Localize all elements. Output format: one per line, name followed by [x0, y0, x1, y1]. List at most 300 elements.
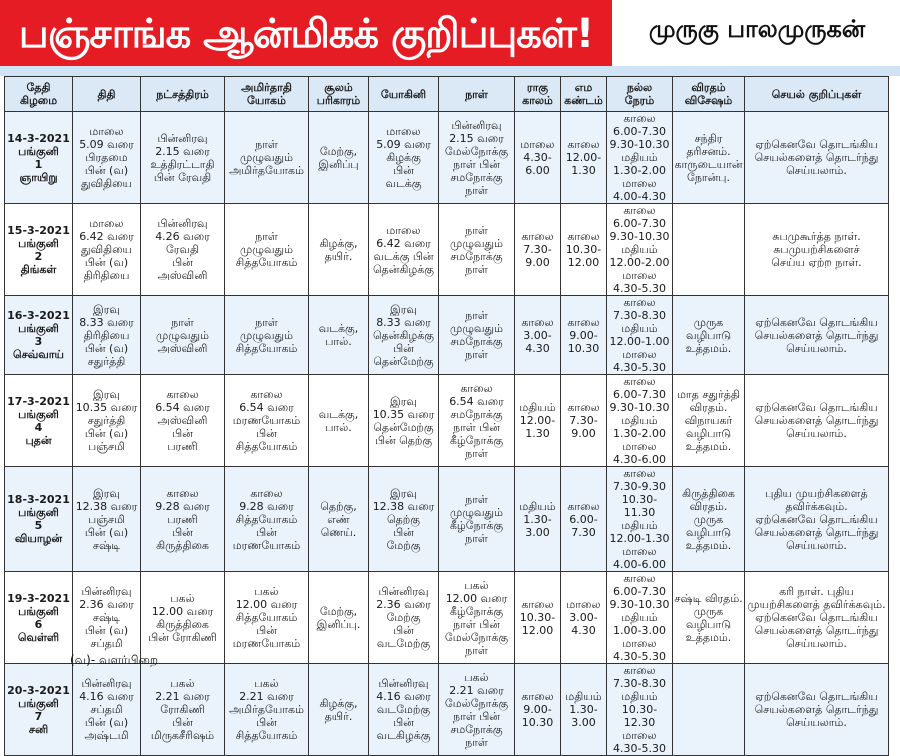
cell-line: சனி [28, 722, 49, 736]
cell-line: மதியம் [621, 151, 658, 164]
cell-line: 1.30-2.00 [613, 427, 666, 440]
table-cell [439, 572, 515, 664]
table-cell [745, 664, 889, 756]
table-cell [439, 664, 515, 756]
cell-line: உத்தமம். [685, 341, 732, 355]
cell-line: பின் [393, 525, 414, 539]
cell-line: மதியம் [621, 322, 658, 335]
cell-line: காலை [567, 315, 600, 329]
table-cell [225, 375, 309, 467]
column-header-line: நட்சத்திரம் [156, 87, 209, 101]
cell-line: செய்யலாம். [786, 716, 847, 729]
cell-line: 4.30- [523, 151, 552, 164]
table-cell [607, 572, 673, 664]
cell-line: உத்திரட்டாதி [150, 157, 215, 171]
column-header-line: திதி [97, 87, 116, 101]
table-cell [607, 296, 673, 375]
cell-line: செயல்களைத் தொடர்ந்து [754, 525, 879, 539]
cell-line: மாலை [566, 598, 601, 611]
cell-line: பின் [172, 256, 193, 269]
column-header-line: காலம் [522, 94, 553, 107]
column-header [607, 77, 673, 112]
cell-line: சந்திர [694, 131, 723, 145]
table-cell [225, 572, 309, 664]
cell-line: 4.26 வரை [155, 230, 210, 243]
author-name: முருகு பாலமுருகன் [648, 14, 866, 43]
table-row [5, 296, 889, 375]
cell-line: நாள் [465, 493, 488, 506]
cell-line: 1.30 [525, 427, 550, 440]
cell-line: மேற்கு [386, 611, 421, 624]
cell-line: பகல் [464, 670, 489, 684]
cell-line: செய்யலாம். [786, 538, 847, 552]
column-header-line: நல்ல [626, 81, 653, 94]
cell-line: காலை [623, 112, 656, 125]
table-cell [439, 467, 515, 572]
cell-line: 9.30-10.30 [609, 230, 670, 243]
cell-line: சித்தயோகம் [235, 256, 298, 269]
cell-line: மேல்நோக்கு [444, 630, 509, 644]
cell-line: இனிப்பு [318, 157, 359, 171]
table-cell [5, 467, 73, 572]
cell-line: 10.30 [567, 341, 600, 355]
cell-line: பின் ரோகிணி [148, 630, 217, 644]
cell-line: நாள் பின் [453, 617, 500, 631]
cell-line: வடக்கு, [318, 407, 359, 421]
table-row [5, 664, 889, 756]
cell-line: ரேவதி [165, 243, 200, 256]
cell-line: மேற்கு, [319, 144, 358, 158]
cell-line: 10.35 வரை [372, 407, 435, 421]
cell-line: 7.30- [569, 414, 598, 427]
cell-line: வழிபாடு [685, 525, 732, 539]
cell-line: நாள் [465, 309, 488, 322]
cell-line: பின் [172, 525, 193, 539]
table-cell [673, 375, 745, 467]
cell-line: 4.30-5.30 [613, 361, 666, 374]
cell-line: மாலை [622, 269, 657, 282]
cell-line: இரவு [390, 486, 417, 500]
cell-line: நாள் பின் [453, 420, 500, 434]
cell-line: பின்னிரவு [378, 585, 429, 598]
table-cell [607, 664, 673, 756]
cell-line: பின் ரேவதி [153, 170, 212, 184]
cell-line: 6.54 வரை [239, 401, 294, 414]
table-cell [73, 572, 141, 664]
cell-line: காலை [623, 296, 656, 309]
cell-line: சஷ்டி [92, 611, 121, 624]
table-cell [309, 204, 369, 296]
table-cell [5, 375, 73, 467]
cell-line: 3 [34, 335, 43, 348]
table-cell [309, 664, 369, 756]
cell-line: பின்னிரவு [81, 585, 132, 598]
table-cell [439, 204, 515, 296]
cell-line: நாள் [255, 138, 278, 151]
cell-line: பகல் [254, 585, 279, 598]
cell-line: ஏற்கெனவே தொடங்கிய [755, 611, 878, 624]
cell-line: 3.00- [569, 611, 598, 624]
cell-line: மேல்நோக்கு [444, 144, 509, 158]
cell-line: மரணயோகம் [232, 538, 301, 552]
cell-line: 6.42 வரை [376, 236, 431, 250]
cell-line: பின் [256, 525, 277, 539]
cell-line: தெற்கு, [320, 499, 357, 513]
cell-line: 12.00-2.00 [609, 256, 670, 269]
cell-line: சித்தயோகம் [235, 611, 298, 624]
cell-line: 14-3-2021 [7, 131, 70, 145]
column-header-line: எம [574, 81, 593, 94]
cell-line: திங்கள் [20, 262, 57, 276]
table-cell [225, 204, 309, 296]
table-cell [745, 296, 889, 375]
cell-line: 4 [34, 420, 43, 434]
cell-line: 6.00-7.30 [613, 388, 666, 401]
cell-line: விரதம். [689, 401, 728, 414]
cell-line: 7.30-8.30 [613, 309, 666, 322]
cell-line: பங்குனி [18, 696, 59, 710]
column-header [561, 77, 607, 112]
cell-line: 2.21 வரை [155, 690, 210, 703]
cell-line: சமநோக்கு [450, 722, 503, 736]
table-cell [225, 296, 309, 375]
cell-line: மாலை [89, 217, 124, 230]
cell-line: காலை [623, 664, 656, 677]
cell-line: கீழ்நோக்கு [449, 519, 504, 532]
cell-line: மாலை [622, 440, 657, 453]
cell-line: முழுவதும் [240, 151, 293, 164]
cell-line: திரிதியை [83, 328, 130, 342]
cell-line: 12.00 [567, 256, 600, 269]
cell-line: இரவு [390, 394, 417, 408]
table-cell [561, 204, 607, 296]
cell-line: தென்கிழக்கு [372, 328, 434, 342]
cell-line: காலை [250, 486, 283, 500]
cell-line: சமநோக்கு [450, 407, 503, 421]
cell-line: நாள் [465, 735, 488, 749]
cell-line: நாள் [255, 315, 278, 329]
cell-line: துவிதியை [81, 243, 132, 256]
cell-line: தெற்கு [387, 512, 420, 526]
cell-line: பஞ்சமி [88, 440, 125, 453]
cell-line: 12.00 வரை [151, 604, 214, 618]
cell-line: 5.09 வரை [376, 138, 431, 151]
cell-line: செயல்களைத் தொடர்ந்து [754, 703, 879, 716]
column-header [369, 77, 439, 112]
table-cell [141, 664, 225, 756]
cell-line: பின் [172, 716, 193, 729]
cell-line: 3.00- [523, 328, 552, 342]
table-cell [607, 375, 673, 467]
cell-line: பங்குனி [18, 604, 59, 618]
cell-line: 9.28 வரை [239, 499, 294, 513]
table-row [5, 375, 889, 467]
cell-line: நாள் [465, 643, 488, 657]
table-cell [5, 296, 73, 375]
cell-line: பின் [393, 164, 414, 177]
page-title: பஞ்சாங்க ஆன்மிகக் குறிப்புகள்! [18, 10, 594, 57]
cell-line: 6.42 வரை [79, 230, 134, 243]
cell-line: கிருத்திகை [156, 617, 209, 631]
cell-line: மாலை [622, 545, 657, 558]
cell-line: வியாழன் [14, 532, 63, 545]
cell-line: சமநோக்கு [450, 249, 503, 263]
cell-line: முருக [693, 512, 724, 526]
table-row [5, 572, 889, 664]
cell-line: 8.33 வரை [79, 315, 134, 329]
table-cell [141, 467, 225, 572]
table-cell [141, 204, 225, 296]
cell-line: பின் தெற்கு [374, 433, 433, 447]
cell-line: 12.00-1.30 [609, 532, 670, 545]
column-header-line: தேதி [26, 81, 51, 94]
cell-line: சமநோக்கு [450, 170, 503, 184]
cell-line: மதியம் [519, 401, 556, 414]
cell-line: கிருத்திகை [682, 486, 735, 500]
cell-line: 2.36 வரை [79, 598, 134, 611]
cell-line: 7.30-9.30 [613, 480, 666, 493]
header-divider [0, 66, 900, 76]
cell-line: காலை [166, 486, 199, 500]
table-cell [439, 112, 515, 204]
cell-line: சித்தயோகம் [235, 512, 298, 526]
table-header-row [5, 77, 889, 112]
column-header-line: யோகம் [247, 94, 286, 107]
table-cell [369, 112, 439, 204]
cell-line: முயற்சிகளைத் தவிர்க்கவும். [747, 598, 886, 611]
cell-line: பின்னிரவு [157, 217, 208, 230]
cell-line: முழுவதும் [156, 328, 209, 342]
cell-line: கரி நாள். புதிய [779, 585, 854, 598]
cell-line: வடக்கு [385, 177, 422, 190]
cell-line: பங்குனி [18, 407, 59, 421]
cell-line: ஏற்கெனவே தொடங்கிய [755, 315, 878, 329]
cell-line: நாள் [465, 532, 488, 545]
table-cell [515, 467, 561, 572]
table-cell [745, 112, 889, 204]
cell-line: அஷ்டமி [84, 729, 129, 742]
table-cell [225, 664, 309, 756]
cell-line: பின் [256, 427, 277, 440]
table-cell [745, 467, 889, 572]
table-cell [673, 664, 745, 756]
table-cell [5, 112, 73, 204]
table-cell [673, 572, 745, 664]
cell-line: இனிப்பு. [316, 617, 361, 631]
cell-line: செயல்களைத் தொடர்ந்து [754, 414, 879, 427]
cell-line: 12.00 [521, 624, 554, 637]
cell-line: 2.15 வரை [449, 131, 504, 145]
cell-line: காலை [521, 315, 554, 329]
cell-line: 2.21 வரை [239, 690, 294, 703]
cell-line: 10.30 [521, 716, 554, 729]
cell-line: மாத சதுர்த்தி [677, 388, 740, 401]
cell-line: நாள் [465, 223, 488, 237]
cell-line: மதியம் [621, 611, 658, 624]
table-cell [561, 112, 607, 204]
column-header [141, 77, 225, 112]
cell-line: பின் [172, 427, 193, 440]
cell-line: 10.35 வரை [75, 401, 138, 414]
cell-line: சதுர்த்தி [87, 414, 126, 427]
cell-line: புதிய முயற்சிகளைத் [765, 486, 868, 500]
cell-line: 6.00- [569, 512, 598, 526]
table-cell [515, 375, 561, 467]
cell-line: 4.16 வரை [376, 690, 431, 703]
cell-line: 1.30 [571, 164, 596, 177]
table-cell [673, 112, 745, 204]
cell-line: ஏற்கெனவே தொடங்கிய [755, 138, 878, 151]
column-header-line: விரதம் [691, 81, 726, 94]
cell-line: தென்மேற்கு [373, 354, 434, 368]
cell-line: மாலை [622, 637, 657, 650]
table-cell [309, 572, 369, 664]
cell-line: 15-3-2021 [7, 223, 70, 237]
table-cell [369, 572, 439, 664]
cell-line: 12.00 வரை [235, 598, 298, 611]
column-header [673, 77, 745, 112]
cell-line: பகல் [254, 677, 279, 690]
cell-line: கிழக்கு, [319, 236, 358, 250]
cell-line: 6.00-7.30 [613, 585, 666, 598]
cell-line: 1.30- [523, 512, 552, 526]
table-cell [439, 296, 515, 375]
cell-line: 9.30-10.30 [609, 138, 670, 151]
column-header-line: நாள் [465, 87, 488, 101]
cell-line: விநாயகர் [684, 414, 733, 427]
table-cell [5, 572, 73, 664]
cell-line: காலை [623, 572, 656, 585]
cell-line: காலை [521, 598, 554, 611]
cell-line: நாள் பின் [453, 157, 500, 171]
cell-line: பால். [325, 420, 352, 434]
cell-line: பின் [393, 624, 414, 637]
table-cell [225, 112, 309, 204]
table-cell [73, 467, 141, 572]
cell-line: பின் [256, 716, 277, 729]
cell-line: செய்யலாம். [786, 427, 847, 440]
cell-line: முழுவதும் [450, 322, 503, 335]
table-cell [607, 467, 673, 572]
table-cell [561, 572, 607, 664]
column-header-line: விசேஷம் [684, 94, 733, 107]
table-cell [73, 204, 141, 296]
column-header-line: நேரம் [624, 94, 655, 107]
table-cell [309, 296, 369, 375]
cell-line: முழுவதும் [450, 506, 503, 519]
table-cell [5, 204, 73, 296]
cell-line: 12.00 வரை [445, 591, 508, 605]
cell-line: ணெய். [320, 525, 357, 539]
cell-line: சித்தயோகம் [235, 729, 298, 742]
cell-line: 4.00-6.00 [613, 558, 666, 571]
cell-line: முருக [693, 604, 724, 618]
cell-line: 10.30- [565, 243, 602, 256]
cell-line: காலை [623, 204, 656, 217]
cell-line: 2.21 வரை [449, 683, 504, 697]
title-banner [0, 0, 612, 72]
cell-line: ஏற்கெனவே தொடங்கிய [755, 512, 878, 526]
cell-line: 2 [34, 249, 43, 263]
table-cell [515, 296, 561, 375]
table-cell [673, 467, 745, 572]
cell-line: செய்யலாம். [786, 637, 847, 650]
cell-line: தென்மேற்கு [373, 420, 434, 434]
table-cell [745, 375, 889, 467]
cell-line: பின் (வ) [84, 341, 129, 355]
table-cell [309, 112, 369, 204]
cell-line: கீழ்நோக்கு [449, 433, 504, 447]
cell-line: விரதம். [689, 499, 728, 513]
cell-line: செயல்களைத் தொடர்ந்து [754, 151, 879, 164]
cell-line: காலை [166, 388, 199, 401]
table-cell [607, 112, 673, 204]
cell-line: புதன் [25, 433, 52, 447]
cell-line: காலை [623, 375, 656, 388]
cell-line: அமிர்தயோகம் [229, 703, 304, 716]
cell-line: பங்குனி [18, 506, 59, 519]
table-cell [309, 467, 369, 572]
cell-line: பின்னிரவு [378, 677, 429, 690]
cell-line: தயிர். [324, 249, 353, 263]
cell-line: 18-3-2021 [7, 493, 70, 506]
cell-line: மாலை [386, 223, 421, 237]
cell-line: வடமேற்கு [376, 703, 431, 716]
cell-line: 4.00-4.30 [613, 190, 666, 203]
cell-line: பகல் [170, 591, 195, 605]
table-cell [439, 375, 515, 467]
cell-line: பின் (வ) [84, 525, 129, 539]
cell-line: 1.30- [569, 703, 598, 716]
cell-line: காலை [567, 499, 600, 513]
column-header [225, 77, 309, 112]
table-cell [73, 375, 141, 467]
column-header-line: பரிகாரம் [316, 94, 361, 107]
cell-line: பின்னிரவு [81, 677, 132, 690]
cell-line: ஏற்கெனவே தொடங்கிய [755, 690, 878, 703]
column-header [515, 77, 561, 112]
cell-line: காலை [521, 690, 554, 703]
table-cell [607, 204, 673, 296]
cell-line: ஏற்கெனவே தொடங்கிய [755, 401, 878, 414]
cell-line: காருடையான் [674, 157, 743, 171]
cell-line: 17-3-2021 [7, 394, 70, 408]
cell-line: 2.36 வரை [376, 598, 431, 611]
cell-line: பங்குனி [18, 236, 59, 250]
cell-line: உத்தமம். [685, 538, 732, 552]
cell-line: உத்தமம். [685, 440, 732, 453]
cell-line: 9.30-10.30 [609, 598, 670, 611]
cell-line: மேற்கு [386, 538, 421, 552]
cell-line: 4.30 [525, 341, 550, 355]
column-header [73, 77, 141, 112]
cell-line: காலை [460, 381, 493, 395]
footer-note: (வ)- வளர்பிறை [70, 653, 159, 667]
cell-line: 1.00-3.00 [613, 624, 666, 637]
cell-line: செய்யலாம். [786, 164, 847, 177]
cell-line: 7 [34, 709, 43, 723]
cell-line: திரிதியை [83, 269, 130, 282]
cell-line: ரோகிணி [160, 703, 205, 716]
header [0, 0, 900, 72]
table-cell [369, 375, 439, 467]
cell-line: இரவு [93, 388, 120, 401]
cell-line: சுபமுயற்சிகளைச் [773, 243, 860, 256]
cell-line: 4.30-5.30 [613, 742, 666, 755]
cell-line: 7.30-8.30 [613, 677, 666, 690]
cell-line: 19-3-2021 [7, 591, 70, 605]
cell-line: முழுவதும் [240, 328, 293, 342]
